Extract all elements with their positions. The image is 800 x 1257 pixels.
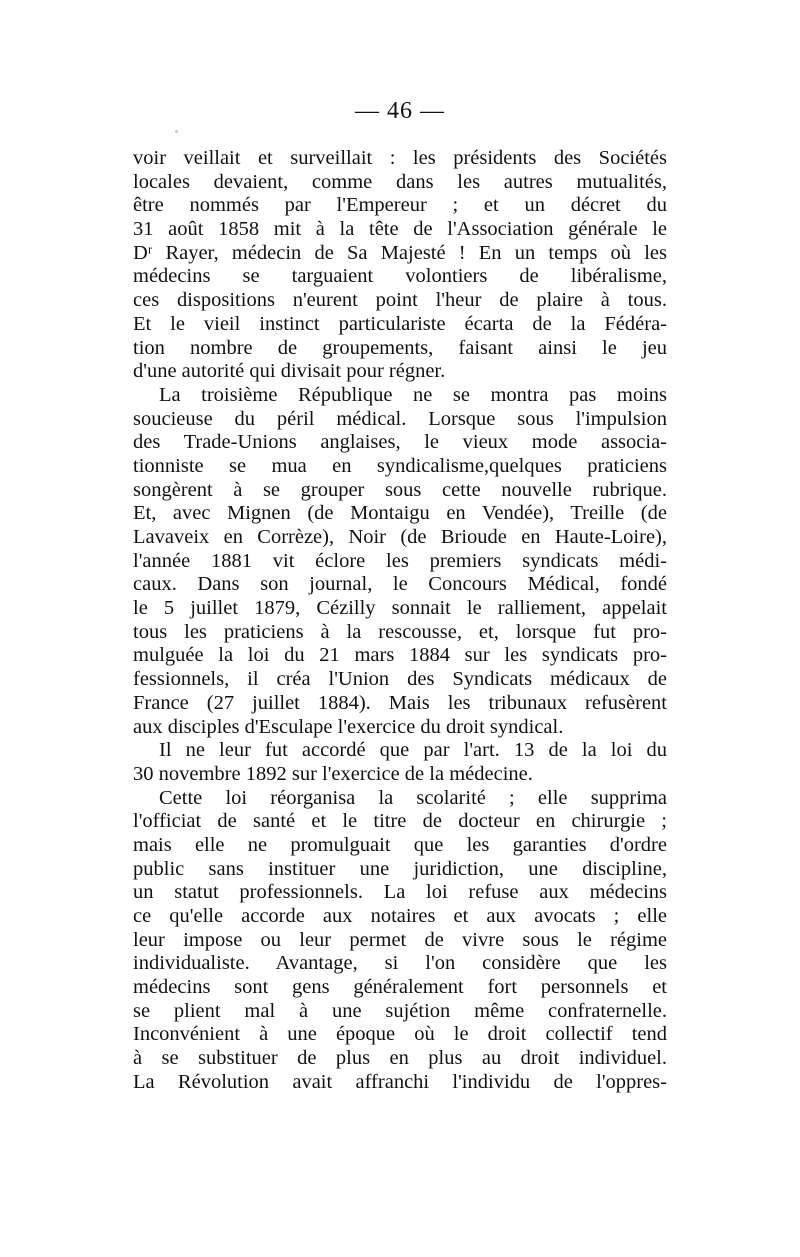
text-line: public sans instituer une juridiction, une discipline,	[133, 857, 667, 880]
text-line: France (27 juillet 1884). Mais les tribunaux refusèrent	[133, 691, 667, 714]
text-line: Lavaveix en Corrèze), Noir (de Brioude en Haute-Loire),	[133, 526, 667, 548]
text-line: tous les praticiens à la rescousse, et, lorsque fut pro-	[133, 620, 667, 643]
text-line: 31 août 1858 mit à la tête de l'Association générale le	[133, 218, 667, 241]
text-line: médecins se targuaient volontiers de libéralisme,	[133, 265, 667, 288]
text-line: ce qu'elle accorde aux notaires et aux avocats ; elle	[133, 905, 667, 927]
text-line: Dʳ Rayer, médecin de Sa Majesté ! En un temps où les	[133, 241, 667, 264]
text-line: l'année 1881 vit éclore les premiers syndicats médi-	[133, 549, 667, 572]
paragraph-first-line: Cette loi réorganisa la scolarité ; elle supprima	[159, 786, 667, 809]
text-line: Et le vieil instinct particulariste écarta de la Fédéra-	[133, 312, 667, 335]
text-line: 30 novembre 1892 sur l'exercice de la médecine.	[133, 762, 533, 785]
text-line: d'une autorité qui divisait pour régner.	[133, 360, 446, 383]
text-line: médecins sont gens généralement fort personnels et	[133, 976, 667, 999]
text-line: voir veillait et surveillait : les présidents des Sociétés	[133, 147, 667, 169]
page-number: — 46 —	[355, 98, 445, 124]
text-line: individualiste. Avantage, si l'on considère que les	[133, 952, 667, 975]
text-line: songèrent à se grouper sous cette nouvelle rubrique.	[133, 478, 667, 501]
body-text	[133, 147, 667, 1095]
text-line: mais elle ne promulguait que les garanties d'ordre	[133, 833, 667, 856]
paragraph-first-line: Il ne leur fut accordé que par l'art. 13 de la loi du	[159, 739, 667, 762]
text-line: leur impose ou leur permet de vivre sous le régime	[133, 928, 667, 951]
text-line: le 5 juillet 1879, Cézilly sonnait le ralliement, appelait	[133, 597, 667, 620]
text-line: Et, avec Mignen (de Montaigu en Vendée), Treille (de	[133, 502, 667, 525]
text-line: mulguée la loi du 21 mars 1884 sur les syndicats pro-	[133, 644, 667, 667]
paragraph-first-line: La troisième République ne se montra pas moins	[159, 383, 667, 406]
text-line: des Trade-Unions anglaises, le vieux mode associa-	[133, 431, 667, 454]
text-line: être nommés par l'Empereur ; et un décret du	[133, 194, 667, 217]
text-line: se plient mal à une sujétion même confraternelle.	[133, 999, 667, 1022]
text-line: soucieuse du péril médical. Lorsque sous l'impulsion	[133, 407, 667, 430]
text-line: locales devaient, comme dans les autres mutualités,	[133, 170, 667, 193]
text-line: caux. Dans son journal, le Concours Médical, fondé	[133, 573, 667, 596]
text-line: ces dispositions n'eurent point l'heur de plaire à tous.	[133, 289, 667, 312]
text-line: tion nombre de groupements, faisant ainsi le jeu	[133, 336, 667, 359]
text-line: à se substituer de plus en plus au droit individuel.	[133, 1047, 667, 1070]
paper-speck	[175, 130, 178, 133]
text-line: un statut professionnels. La loi refuse aux médecins	[133, 881, 667, 904]
text-line: l'officiat de santé et le titre de docteur en chirurgie ;	[133, 810, 667, 833]
text-line: fessionnels, il créa l'Union des Syndicats médicaux de	[133, 668, 667, 691]
text-line: tionniste se mua en syndicalisme,quelques praticiens	[133, 454, 667, 477]
text-line: La Révolution avait affranchi l'individu de l'oppres-	[133, 1070, 667, 1093]
text-line: Inconvénient à une époque où le droit collectif tend	[133, 1023, 667, 1046]
text-line: aux disciples d'Esculape l'exercice du droit syndical.	[133, 715, 564, 738]
